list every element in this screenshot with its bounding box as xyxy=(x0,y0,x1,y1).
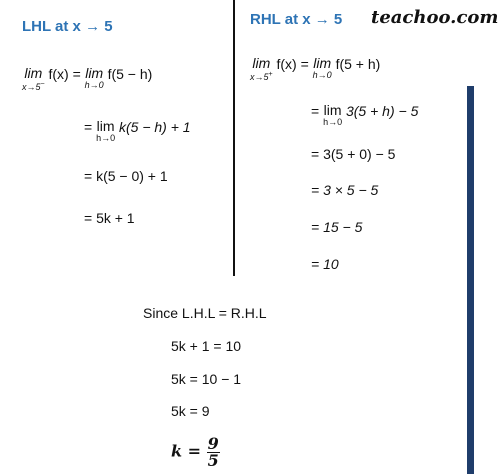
rhl-line-4: = 3 × 5 − 5 xyxy=(311,182,379,198)
equation-3: 5k = 9 xyxy=(171,403,210,419)
rhl-line-1: lim x→5+ f(x) = lim h→0 f(5 + h) xyxy=(250,55,381,82)
final-answer: k = $\frac{9}{5}$ xyxy=(171,434,219,470)
since-statement: Since L.H.L = R.H.L xyxy=(143,305,267,321)
lhl-line-2: = lim h→0 k(5 − h) + 1 xyxy=(84,118,191,143)
lhl-heading: LHL at x → 5 xyxy=(22,18,113,35)
lim-operator: lim h→0 xyxy=(323,102,343,127)
lhl-line-3: = k(5 − 0) + 1 xyxy=(84,168,168,184)
column-divider xyxy=(233,0,235,276)
fraction: $\frac{9}{5}$ xyxy=(207,434,219,470)
equation-2: 5k = 10 − 1 xyxy=(171,371,242,387)
lim-operator: lim h→0 xyxy=(96,118,116,143)
equation-1: 5k + 1 = 10 xyxy=(171,338,242,354)
rhl-line-5: = 15 − 5 xyxy=(311,219,363,235)
lim-operator: lim h→0 xyxy=(84,65,104,90)
lim-operator: lim h→0 xyxy=(312,55,332,80)
rhl-line-6: = 10 xyxy=(311,256,339,272)
lim-operator: lim x→5− xyxy=(22,65,45,92)
rhl-line-3: = 3(5 + 0) − 5 xyxy=(311,146,396,162)
navy-side-bar xyxy=(467,86,474,474)
lim-operator: lim x→5+ xyxy=(250,55,273,82)
rhl-heading: RHL at x → 5 xyxy=(250,11,343,28)
brand-logo: teachoo.com xyxy=(371,7,498,28)
lhl-line-4: = 5k + 1 xyxy=(84,210,135,226)
lhl-line-1: lim x→5− f(x) = lim h→0 f(5 − h) xyxy=(22,65,153,92)
rhl-line-2: = lim h→0 3(5 + h) − 5 xyxy=(311,102,419,127)
